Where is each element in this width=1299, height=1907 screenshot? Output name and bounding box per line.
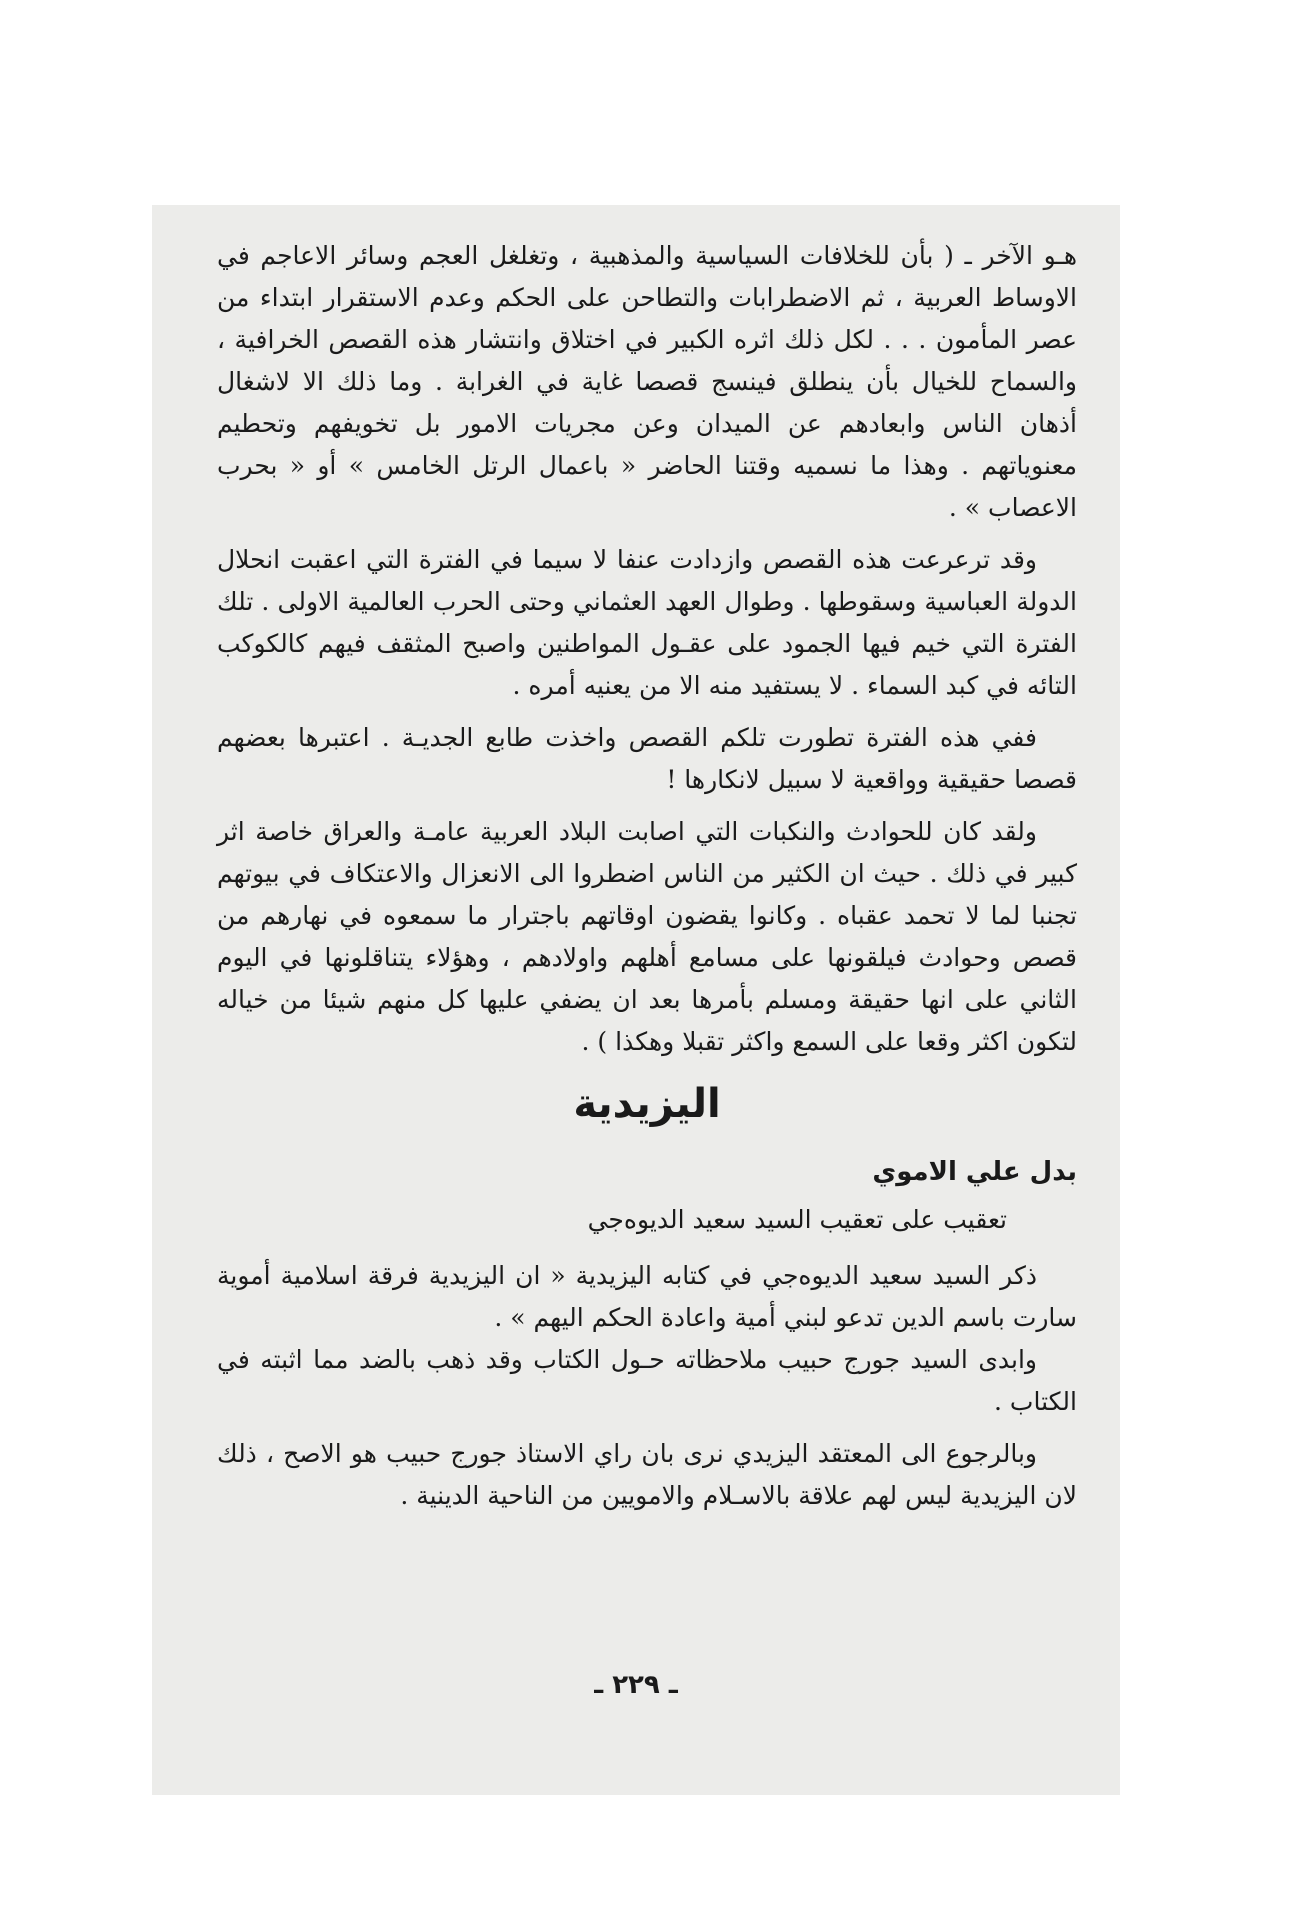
book-page xyxy=(152,205,1120,1795)
page-number: ـ ٢٢٩ ـ xyxy=(594,1670,678,1700)
paragraph-1: هـو الآخر ـ ( بأن للخلافات السياسية والمذهبية ، وتغلغل العجم وسائر الاعاجم في الاوساط العربية ، ثم الاضطرابات والتطاحن على الحكم وعدم الاستقرار ابتداء من عصر المأمون . . . لكل ذلك اثره الكبير في اختلاق وانتشار هذه القصص الخرافية ، والسماح للخيال بأن ينطلق فينسج قصصا غاية في الغرابة . وما ذلك الا لاشغال أذهان الناس وابعادهم عن الميدان وعن مجريات الامور بل تخويفهم وتحطيم معنوياتهم . وهذا ما نسميه وقتنا الحاضر « باعمال الرتل الخامس » أو « بحرب الاعصاب » . xyxy=(217,241,1077,522)
section-title: اليزيدية xyxy=(573,1081,721,1127)
paragraph-7: وبالرجوع الى المعتقد اليزيدي نرى بان راي الاستاذ جورج حبيب هو الاصح ، ذلك لان اليزيدية ليس لهم علاقة بالاسـلام والامويين من الناحية الدينية . xyxy=(217,1439,1077,1510)
page-body xyxy=(217,235,1077,1517)
paragraph-5: ذكر السيد سعيد الديوه‌جي في كتابه اليزيدية « ان اليزيدية فرقة اسلامية أموية سارت باسم الدين تدعو لبني أمية واعادة الحكم اليهم » . xyxy=(217,1261,1077,1332)
paragraph-4: ولقد كان للحوادث والنكبات التي اصابت البلاد العربية عامـة والعراق خاصة اثر كبير في ذلك . حيث ان الكثير من الناس اضطروا الى الانعزال والاعتكاف في بيوتهم تجنبا لما لا تحمد عقباه . وكانوا يقضون اوقاتهم باجترار ما سمعوه في نهارهم من قصص وحوادث فيلقونها على مسامع أهلهم واولادهم ، وهؤلاء يتناقلونها في اليوم الثاني على انها حقيقة ومسلم بأمرها بعد ان يضفي عليها كل منهم شيئا من خياله لتكون اكثر وقعا على السمع واكثر تقبلا وهكذا ) . xyxy=(217,817,1077,1056)
paragraph-6: وابدى السيد جورج حبيب ملاحظاته حـول الكتاب وقد ذهب بالضد مما اثبته في الكتاب . xyxy=(217,1345,1077,1416)
paragraph-2: وقد ترعرعت هذه القصص وازدادت عنفا لا سيما في الفترة التي اعقبت انحلال الدولة العباسية وسقوطها . وطوال العهد العثماني وحتى الحرب العالمية الاولى . تلك الفترة التي خيم فيها الجمود على عقـول المواطنين واصبح المثقف فيهم كالكوكب التائه في كبد السماء . لا يستفيد منه الا من يعنيه أمره . xyxy=(217,545,1077,700)
section-subtitle: تعقيب على تعقيب السيد سعيد الديوه‌جي xyxy=(587,1205,1007,1234)
section-author: بدل علي الاموي xyxy=(872,1157,1077,1187)
paragraph-3: ففي هذه الفترة تطورت تلكم القصص واخذت طابع الجديـة . اعتبرها بعضهم قصصا حقيقية وواقعية لا سبيل لانكارها ! xyxy=(217,723,1077,794)
